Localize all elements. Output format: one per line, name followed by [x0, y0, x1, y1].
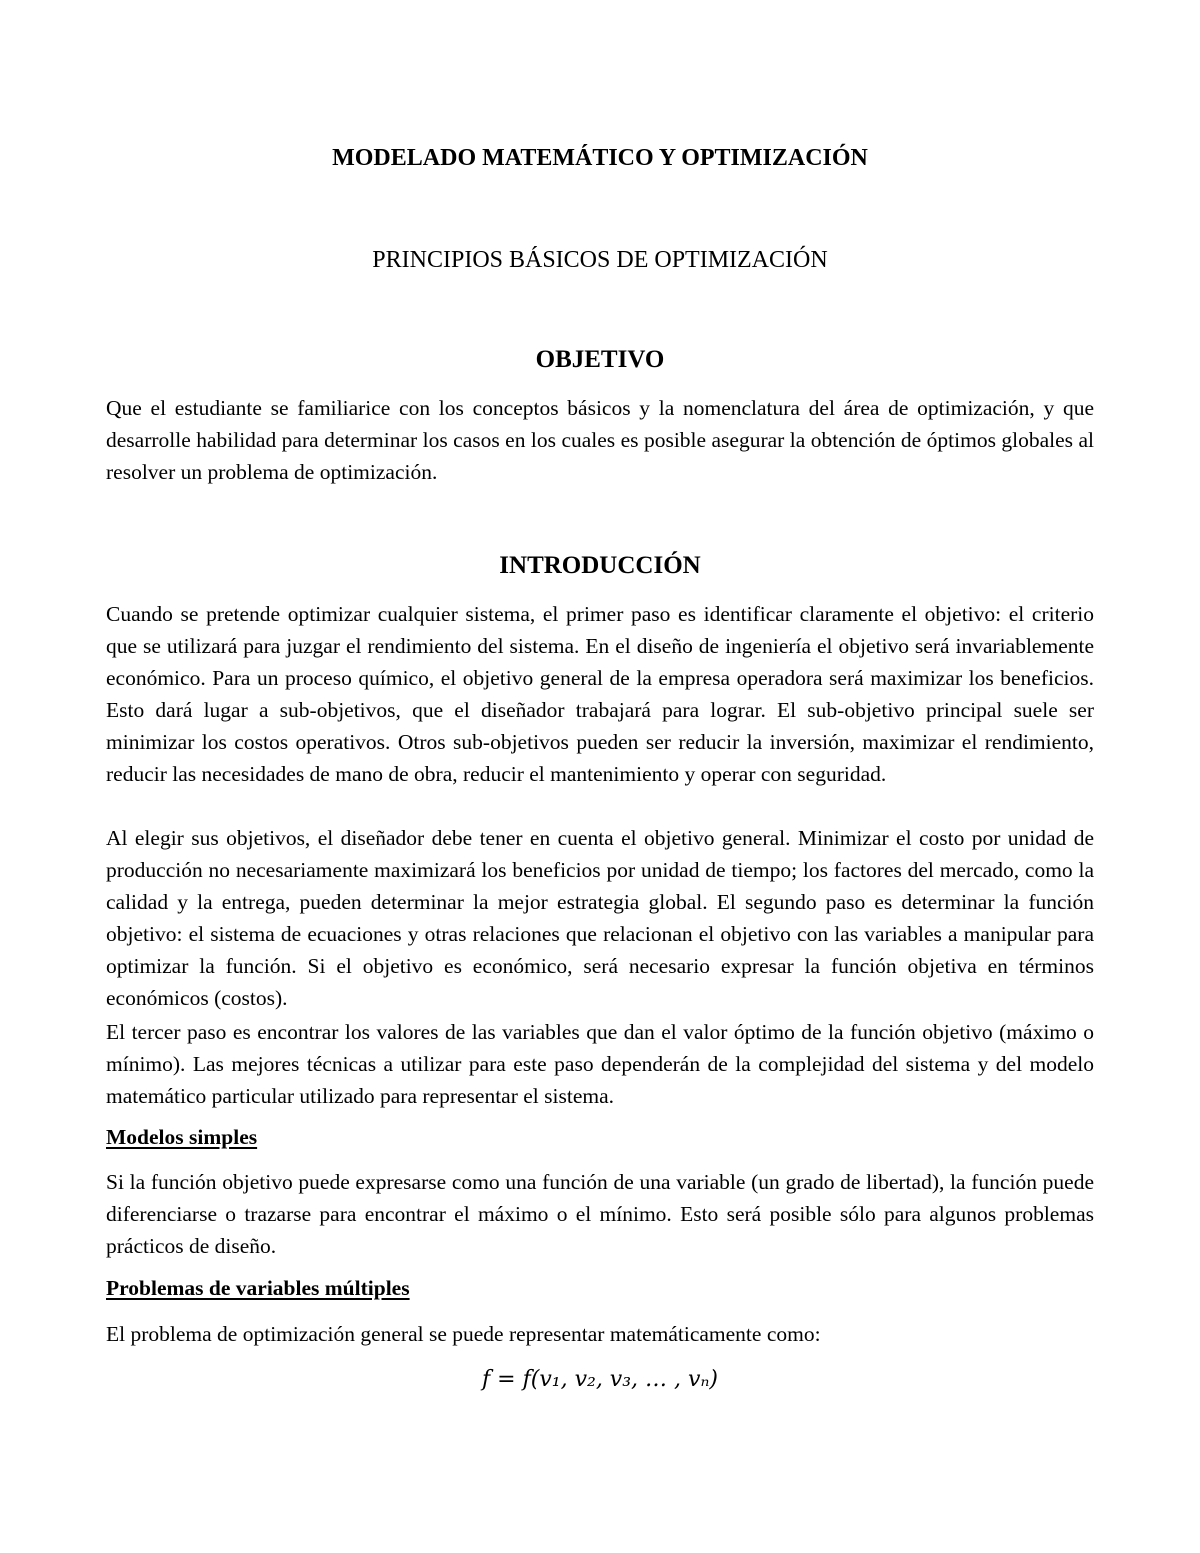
- paragraph-introduccion-2: Al elegir sus objetivos, el diseñador debe tener en cuenta el objetivo general. Minimizar el costo por unidad de producción no necesariamente maximizará los beneficios por unidad de tiempo; los factores del mercado, como la calidad y la entrega, pueden determinar la mejor estrategia global. El segundo paso es determinar la función objetivo: el sistema de ecuaciones y otras relaciones que relacionan el objetivo con las variables a manipular para optimizar la función. Si el objetivo es económico, será necesario expresar la función objetiva en términos económicos (costos).: [106, 826, 1094, 1010]
- section-heading-objetivo: OBJETIVO: [535, 346, 665, 373]
- paragraph-modelos-simples: Si la función objetivo puede expresarse como una función de una variable (un grado de libertad), la función puede diferenciarse o trazarse para encontrar el máximo o el mínimo. Esto será posible sólo para algunos problemas prácticos de diseño.: [106, 1170, 1094, 1258]
- document-subtitle: PRINCIPIOS BÁSICOS DE OPTIMIZACIÓN: [372, 247, 828, 273]
- equation-objective-function: f = f(v₁, v₂, v₃, … , vₙ): [482, 1367, 718, 1392]
- subheading-modelos-simples: Modelos simples: [106, 1125, 258, 1149]
- paragraph-variables-multiples: El problema de optimización general se puede representar matemáticamente como:: [106, 1322, 821, 1346]
- paragraph-introduccion-1: Cuando se pretende optimizar cualquier sistema, el primer paso es identificar claramente el objetivo: el criterio que se utilizará para juzgar el rendimiento del sistema. En el diseño de ingeniería el objetivo será invariablemente económico. Para un proceso químico, el objetivo general de la empresa operadora será maximizar los beneficios. Esto dará lugar a sub-objetivos, que el diseñador trabajará para lograr. El sub-objetivo principal suele ser minimizar los costos operativos. Otros sub-objetivos pueden ser reducir la inversión, maximizar el rendimiento, reducir las necesidades de mano de obra, reducir el mantenimiento y operar con seguridad.: [106, 602, 1094, 786]
- document-title: MODELADO MATEMÁTICO Y OPTIMIZACIÓN: [332, 145, 868, 171]
- document-page: [106, 0, 1094, 1553]
- subheading-variables-multiples: Problemas de variables múltiples: [106, 1276, 410, 1300]
- paragraph-objetivo: Que el estudiante se familiarice con los conceptos básicos y la nomenclatura del área de optimización, y que desarrolle habilidad para determinar los casos en los cuales es posible asegurar la obtención de óptimos globales al resolver un problema de optimización.: [106, 396, 1094, 484]
- section-heading-introduccion: INTRODUCCIÓN: [499, 552, 701, 579]
- paragraph-introduccion-3: El tercer paso es encontrar los valores de las variables que dan el valor óptimo de la función objetivo (máximo o mínimo). Las mejores técnicas a utilizar para este paso dependerán de la complejidad del sistema y del modelo matemático particular utilizado para representar el sistema.: [106, 1020, 1094, 1108]
